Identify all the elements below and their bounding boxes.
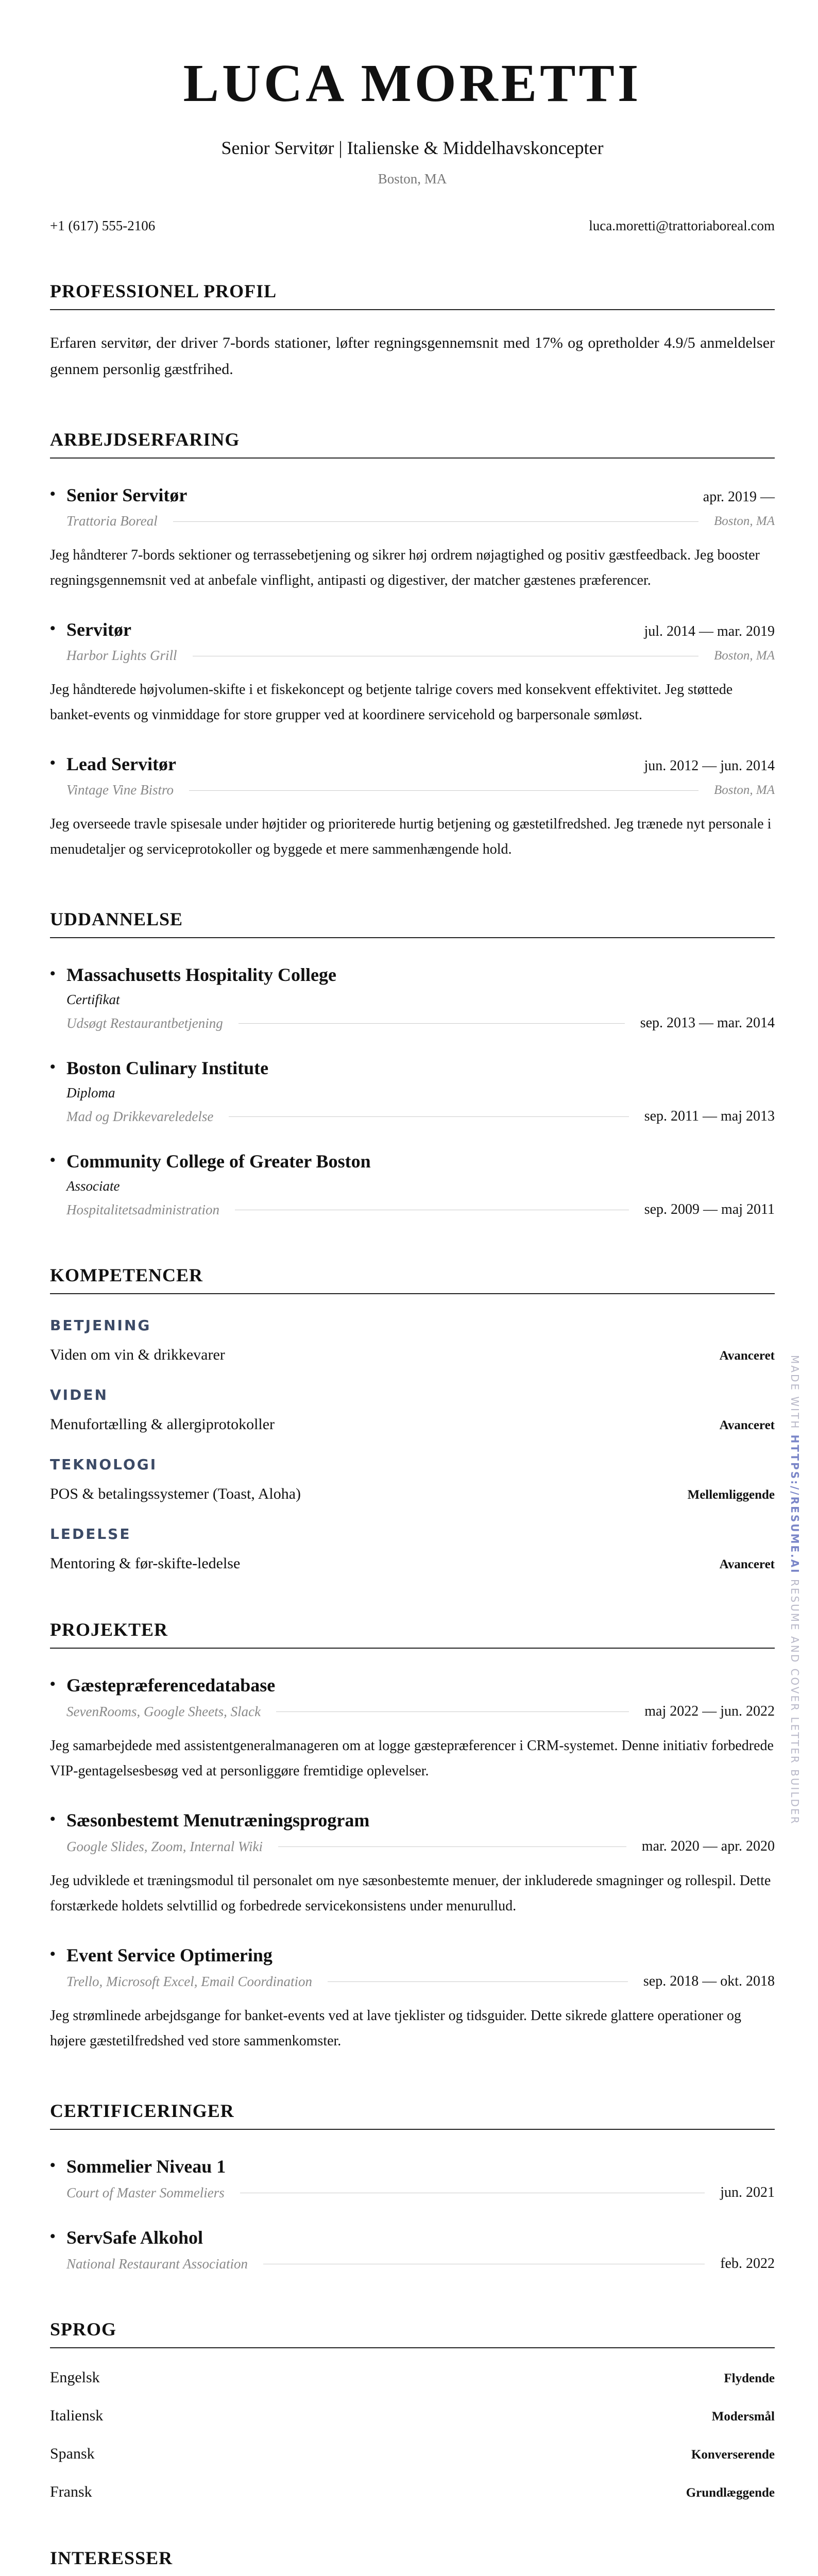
- certification-entry: [50, 2156, 775, 2201]
- employer: Trattoria Boreal: [66, 513, 158, 529]
- job-description: Jeg overseede travle spisesale under højtider og prioriterede hurtig betjening og gæstetilfredshed. Jeg trænede nyt personale i menudetaljer og serviceprotokoller og byggede et mere sammenhængende hold.: [50, 816, 772, 857]
- skill-group: [50, 1317, 775, 1364]
- divider: [193, 655, 698, 656]
- projects-section: [50, 1619, 775, 2054]
- skill-name: Viden om vin & drikkevarer: [50, 1346, 225, 1363]
- watermark-link[interactable]: HTTPS://RESUME.AI: [789, 1434, 801, 1574]
- watermark: [789, 1355, 801, 1825]
- section-title: SPROG: [50, 2318, 775, 2348]
- divider: [240, 2192, 705, 2193]
- divider: [229, 1116, 628, 1117]
- job-date: jul. 2014 — mar. 2019: [644, 623, 775, 639]
- job-title: • Senior Servitør: [50, 484, 187, 506]
- experience-entry: [50, 484, 775, 593]
- divider: [235, 1209, 629, 1210]
- education-section: [50, 908, 775, 1218]
- job-description: Jeg håndterer 7-bords sektioner og terrassebetjening og sikrer høj ordrem nøjagtighed og positiv gæstfeedback. Jeg booster regningsgennemsnit ved at anbefale vinflight, antipasti og digestiver, der matcher gæstenes præferencer.: [50, 547, 760, 588]
- phone[interactable]: +1 (617) 555-2106: [50, 218, 156, 233]
- certification-issuer: National Restaurant Association: [66, 2256, 248, 2272]
- certification-issuer: Court of Master Sommeliers: [66, 2184, 225, 2200]
- project-tools: SevenRooms, Google Sheets, Slack: [66, 1703, 261, 1719]
- language-level: Flydende: [724, 2371, 775, 2385]
- project-tools: Google Slides, Zoom, Internal Wiki: [66, 1838, 263, 1854]
- job-location: Boston, MA: [713, 783, 775, 797]
- language-row: [50, 2445, 775, 2463]
- language-level: Grundlæggende: [686, 2486, 775, 2500]
- project-date: sep. 2018 — okt. 2018: [643, 1973, 775, 1989]
- job-title: • Servitør: [50, 619, 131, 640]
- job-location: Boston, MA: [713, 514, 775, 528]
- employer: Harbor Lights Grill: [66, 648, 177, 663]
- skill-category: LEDELSE: [50, 1526, 131, 1543]
- skill-name: Menufortælling & allergiprotokoller: [50, 1416, 275, 1433]
- section-title: PROJEKTER: [50, 1619, 775, 1649]
- project-description: Jeg samarbejdede med assistentgeneralmanageren om at logge gæstepræferencer i CRM-systemet. Denne initiativ forbedrede VIP-gentagelsesbesøg ved at personliggøre fremtidige oplevelser.: [50, 1738, 774, 1779]
- project-entry: [50, 1674, 775, 1784]
- divider: [328, 1981, 628, 1982]
- section-title: UDDANNELSE: [50, 908, 775, 938]
- skill-level: Avanceret: [719, 1349, 775, 1363]
- divider: [173, 521, 698, 522]
- experience-section: [50, 429, 775, 862]
- language-row: [50, 2369, 775, 2386]
- project-date: mar. 2020 — apr. 2020: [641, 1838, 775, 1854]
- certification-name: • Sommelier Niveau 1: [50, 2156, 226, 2177]
- section-title: PROFESSIONEL PROFIL: [50, 280, 775, 310]
- divider: [276, 1711, 629, 1712]
- education-date: sep. 2009 — maj 2011: [644, 1201, 775, 1217]
- education-entry: [50, 964, 775, 1031]
- skill-category: TEKNOLOGI: [50, 1456, 158, 1473]
- candidate-name: LUCA MORETTI: [183, 54, 642, 113]
- interests-section: [50, 2547, 775, 2576]
- email[interactable]: luca.moretti@trattoriaboreal.com: [589, 218, 775, 233]
- resume-page: [50, 0, 775, 2576]
- education-entry: [50, 1150, 775, 1218]
- skill-category: VIDEN: [50, 1386, 108, 1403]
- watermark-suffix: RESUME AND COVER LETTER BUILDER: [789, 1579, 801, 1825]
- job-title: • Lead Servitør: [50, 753, 176, 775]
- watermark-prefix: MADE WITH: [789, 1355, 801, 1430]
- degree: Certifikat: [66, 992, 120, 1007]
- language-row: [50, 2407, 775, 2425]
- project-date: maj 2022 — jun. 2022: [644, 1703, 775, 1719]
- skill-level: Avanceret: [719, 1418, 775, 1432]
- project-tools: Trello, Microsoft Excel, Email Coordination: [66, 1973, 312, 1989]
- language-level: Modersmål: [711, 2410, 775, 2424]
- job-date: apr. 2019 —: [703, 489, 775, 505]
- certification-name: • ServSafe Alkohol: [50, 2227, 203, 2248]
- location: Boston, MA: [378, 171, 447, 187]
- education-date: sep. 2013 — mar. 2014: [640, 1015, 775, 1031]
- language-row: [50, 2483, 775, 2501]
- project-name: • Gæstepræferencedatabase: [50, 1674, 275, 1696]
- project-name: • Sæsonbestemt Menutræningsprogram: [50, 1809, 369, 1831]
- profile-text: Erfaren servitør, der driver 7-bords stationer, løfter regningsgennemsnit med 17% og opretholder 4.9/5 anmeldelser gennem personlig gæstfrihed.: [50, 334, 775, 378]
- certification-entry: [50, 2227, 775, 2272]
- skills-section: [50, 1264, 775, 1572]
- field-of-study: Mad og Drikkevareledelse: [66, 1108, 214, 1124]
- skill-name: Mentoring & før-skifte-ledelse: [50, 1555, 241, 1572]
- skill-group: [50, 1526, 775, 1572]
- language-name: Engelsk: [50, 2369, 100, 2386]
- project-description: Jeg strømlinede arbejdsgange for banket-events ved at lave tjeklister og tidsguider. Dette sikrede glattere operationer og højere gæstetilfredshed ved store sammenkomster.: [50, 2008, 741, 2049]
- certification-date: feb. 2022: [720, 2256, 775, 2272]
- skill-level: Avanceret: [719, 1557, 775, 1571]
- job-date: jun. 2012 — jun. 2014: [644, 758, 775, 774]
- skill-category: BETJENING: [50, 1317, 151, 1334]
- divider: [189, 790, 698, 791]
- language-name: Fransk: [50, 2483, 92, 2500]
- profile-section: [50, 280, 775, 382]
- project-description: Jeg udviklede et træningsmodul til personalet om nye sæsonbestemte menuer, der inkluderede smagninger og rollespil. Dette forstærkede holdets selvtillid og forbedrede servicekonsistens under menurullud.: [50, 1873, 771, 1914]
- section-title: INTERESSER: [50, 2547, 775, 2576]
- school-name: • Boston Culinary Institute: [50, 1057, 268, 1079]
- divider: [263, 2263, 705, 2264]
- divider: [238, 1023, 625, 1024]
- field-of-study: Udsøgt Restaurantbetjening: [66, 1015, 223, 1031]
- education-date: sep. 2011 — maj 2013: [644, 1108, 775, 1124]
- education-entry: [50, 1057, 775, 1125]
- skill-level: Mellemliggende: [687, 1488, 775, 1502]
- degree: Diploma: [66, 1085, 115, 1100]
- languages-section: [50, 2318, 775, 2501]
- school-name: • Massachusetts Hospitality College: [50, 964, 336, 986]
- certification-date: jun. 2021: [720, 2184, 775, 2200]
- field-of-study: Hospitalitetsadministration: [66, 1201, 220, 1217]
- section-title: CERTIFICERINGER: [50, 2100, 775, 2130]
- skill-name: POS & betalingssystemer (Toast, Aloha): [50, 1485, 301, 1502]
- job-description: Jeg håndterede højvolumen-skifte i et fiskekoncept og betjente talrige covers med konsekvent effektivitet. Jeg støttede banket-events og vinmiddage for store grupper ved at koordinere servicehold og barpersonale sømløst.: [50, 682, 733, 723]
- project-name: • Event Service Optimering: [50, 1944, 272, 1966]
- language-name: Italiensk: [50, 2407, 104, 2424]
- job-location: Boston, MA: [713, 648, 775, 663]
- experience-entry: [50, 753, 775, 862]
- project-entry: [50, 1809, 775, 1919]
- contact-row: [50, 218, 775, 234]
- section-title: ARBEJDSERFARING: [50, 429, 775, 459]
- employer: Vintage Vine Bistro: [66, 782, 174, 798]
- degree: Associate: [66, 1178, 120, 1194]
- skill-group: [50, 1456, 775, 1503]
- divider: [278, 1846, 626, 1847]
- section-title: KOMPETENCER: [50, 1264, 775, 1294]
- language-name: Spansk: [50, 2445, 95, 2462]
- language-level: Konverserende: [691, 2448, 775, 2462]
- headline: Senior Servitør | Italienske & Middelhavskoncepter: [221, 138, 604, 158]
- school-name: • Community College of Greater Boston: [50, 1150, 371, 1172]
- project-entry: [50, 1944, 775, 2054]
- certifications-section: [50, 2100, 775, 2272]
- skill-group: [50, 1386, 775, 1433]
- experience-entry: [50, 619, 775, 727]
